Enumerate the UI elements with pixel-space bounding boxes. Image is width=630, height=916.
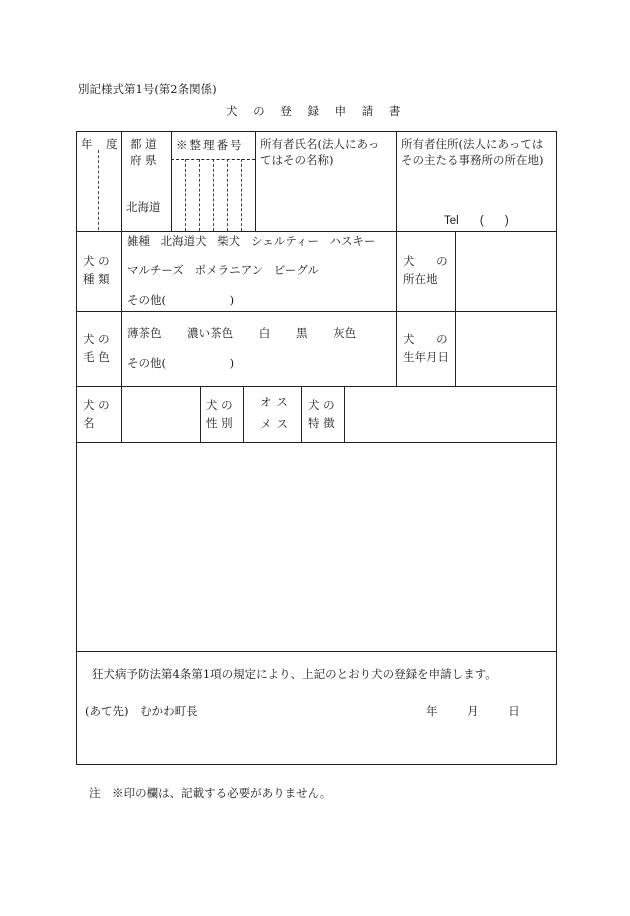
coat-options: 薄茶色 濃い茶色 白 黒 灰色 [127, 326, 357, 340]
col-divider [121, 231, 122, 386]
col-divider [121, 131, 122, 231]
row-divider [76, 651, 557, 652]
breed-options-line1: 雑種 北海道犬 柴犬 シェルティー ハスキー [127, 234, 376, 248]
col-divider [121, 386, 122, 442]
seiri-dash-column [227, 159, 228, 231]
col-divider [243, 386, 244, 442]
footnote: 注 ※印の欄は、記載する必要がありません。 [89, 786, 332, 800]
year-dash-divider [98, 150, 99, 230]
owner-name-label-line1: 所有者氏名(法人にあっ [260, 137, 380, 151]
seiri-number-label: ※整理番号 [176, 138, 244, 152]
breed-options-line2: マルチーズ ポメラニアン ビーグル [127, 263, 319, 277]
dog-name-label-line2: 名 [83, 416, 95, 430]
col-divider [200, 386, 201, 442]
coat-label-line2: 毛 色 [83, 350, 110, 364]
sex-label-line2: 性 別 [206, 416, 233, 430]
birthdate-label-line2: 生年月日 [403, 350, 449, 364]
col-divider [344, 386, 345, 442]
col-divider [255, 131, 256, 231]
seiri-dash-column [185, 159, 186, 231]
col-divider [171, 131, 172, 231]
table-border-left [76, 131, 77, 764]
dog-name-label-line1: 犬 の [83, 398, 110, 412]
breed-other: その他( ) [127, 293, 235, 307]
owner-name-label-line2: てはその名称) [260, 153, 334, 167]
breed-label-line2: 種 類 [83, 272, 110, 286]
sex-option-male: オス [260, 395, 293, 409]
col-divider [301, 386, 302, 442]
coat-other: その他( ) [127, 356, 235, 370]
table-border-top [76, 131, 557, 132]
application-date: 年 月 日 [426, 704, 520, 718]
breed-label-line1: 犬 の [83, 254, 110, 268]
seiri-dash-column [199, 159, 200, 231]
location-label-line2: 所在地 [403, 272, 438, 286]
row-divider [76, 386, 557, 387]
owner-address-label-line1: 所有者住所(法人にあっては [401, 137, 544, 151]
location-label-line1: 犬 の [403, 254, 448, 268]
birthdate-label-line1: 犬 の [403, 332, 448, 346]
table-border-bottom [76, 764, 557, 765]
seiri-dash-column [213, 159, 214, 231]
sex-option-female: メス [260, 417, 293, 431]
year-label: 年 度 [81, 137, 118, 151]
coat-label-line1: 犬 の [83, 332, 110, 346]
seiri-dash-column [241, 159, 242, 231]
form-id: 別記様式第1号(第2条関係) [78, 82, 217, 96]
col-divider [396, 231, 397, 386]
telephone-label: Tel ( ) [444, 215, 509, 227]
prefecture-label-line1: 都 道 [130, 137, 157, 151]
row-divider [76, 311, 557, 312]
feature-label-line1: 犬 の [308, 398, 335, 412]
table-border-right [556, 131, 557, 764]
prefecture-label-line2: 府 県 [130, 153, 157, 167]
addressee: (あて先) むかわ町長 [85, 704, 198, 718]
sex-label-line1: 犬 の [206, 398, 233, 412]
row-divider [76, 231, 557, 232]
row-divider [76, 442, 557, 443]
col-divider [396, 131, 397, 231]
feature-label-line2: 特 徴 [308, 416, 335, 430]
col-divider [455, 231, 456, 386]
form-title: 犬 の 登 録 申 請 書 [226, 104, 401, 118]
prefecture-value: 北海道 [126, 200, 161, 214]
owner-address-label-line2: その主たる事務所の所在地) [401, 153, 544, 167]
declaration-text: 狂犬病予防法第4条第1項の規定により、上記のとおり犬の登録を申請します。 [92, 667, 497, 681]
